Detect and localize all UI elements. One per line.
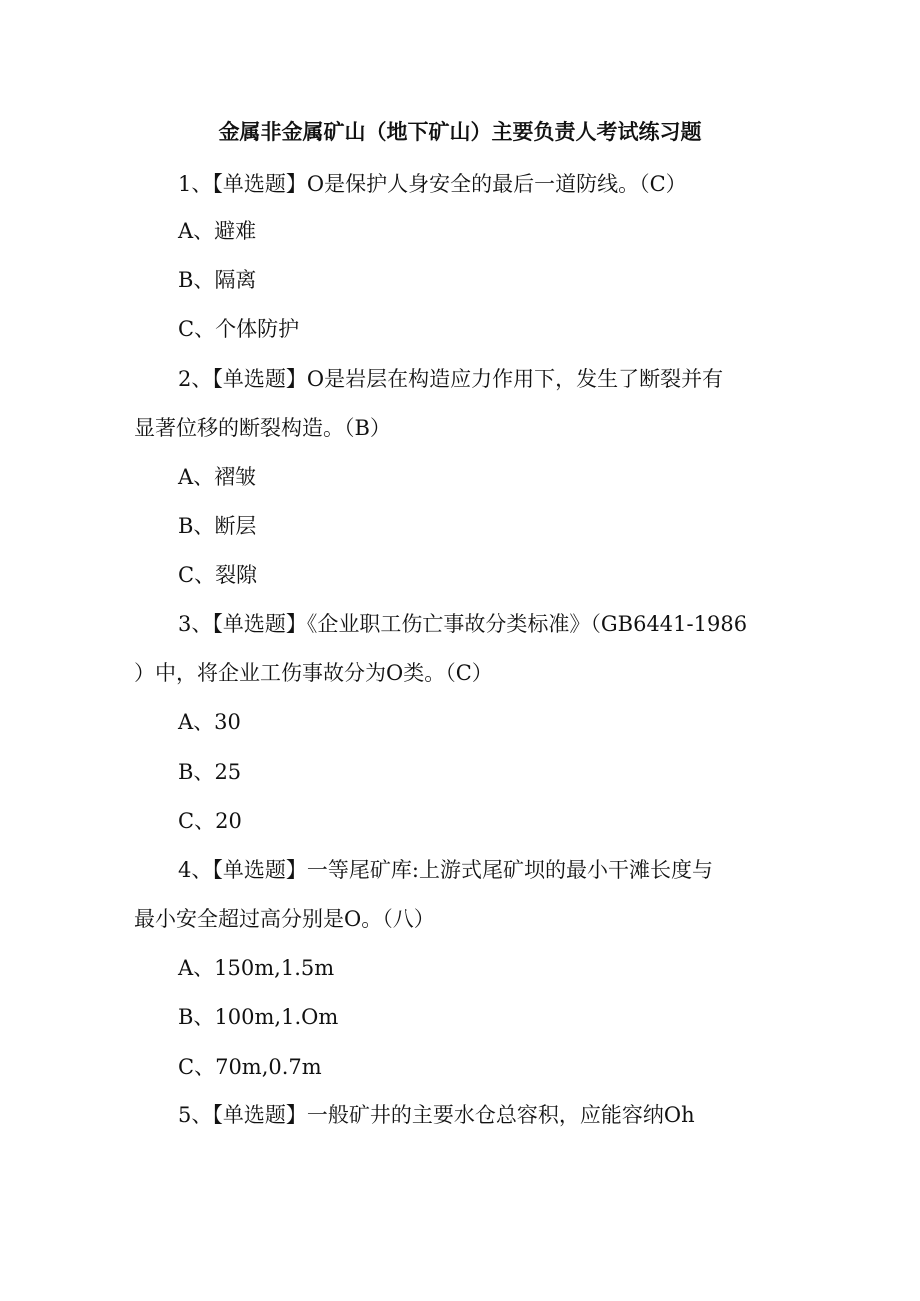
option-text: 避难 (214, 219, 257, 243)
question-text: 一般矿井的主要水仓总容积，应能容纳Oh (306, 1103, 695, 1127)
question-number: 3、 (178, 612, 213, 636)
document-title: 金属非金属矿山（地下矿山）主要负责人考试练习题 (218, 120, 702, 144)
question-3-stem-continued: ）中，将企业工伤事故分为O类。（C） (134, 661, 493, 685)
question-4-option-b (178, 1001, 338, 1033)
question-4-option-c (178, 1051, 322, 1083)
question-2-option-c (178, 559, 257, 591)
option-letter: B、 (178, 268, 215, 292)
option-text: 20 (215, 809, 242, 833)
option-letter: A、 (178, 956, 215, 980)
option-letter: B、 (178, 514, 215, 538)
question-number: 2、 (178, 367, 213, 391)
question-type: 【单选题】 (212, 1103, 307, 1127)
option-letter: A、 (178, 465, 215, 489)
option-text: 100m,1.Om (214, 1005, 339, 1029)
question-4-option-a (178, 952, 334, 984)
option-text: 25 (214, 760, 242, 784)
question-type: 【单选题】 (212, 172, 307, 196)
option-text: 150m,1.5m (214, 956, 335, 980)
question-1-option-a (178, 215, 256, 247)
question-type: 【单选题】 (212, 367, 307, 391)
question-4-stem-continued: 最小安全超过高分别是O。（八） (134, 907, 435, 931)
option-letter: C、 (178, 1055, 216, 1079)
option-text: 隔离 (214, 268, 257, 292)
question-2-option-a (178, 461, 256, 493)
question-3-option-c (178, 805, 242, 837)
question-2-stem-continued: 显著位移的断裂构造。（B） (134, 416, 391, 440)
option-text: 30 (214, 710, 241, 734)
question-2-stem (178, 363, 723, 395)
option-letter: C、 (178, 317, 216, 341)
option-text: 裂隙 (215, 563, 258, 587)
option-letter: B、 (178, 760, 215, 784)
question-5-stem (178, 1099, 695, 1131)
option-letter: A、 (178, 710, 215, 734)
option-letter: A、 (178, 219, 215, 243)
question-1-stem (178, 168, 687, 200)
question-type: 【单选题】 (212, 858, 307, 882)
question-3-stem (178, 608, 747, 640)
question-number: 1、 (178, 172, 213, 196)
question-1-option-b (178, 264, 256, 296)
question-3-option-b (178, 756, 241, 788)
question-3-option-a (178, 706, 241, 738)
question-1-option-c (178, 313, 299, 345)
option-letter: B、 (178, 1005, 215, 1029)
option-text: 断层 (214, 514, 257, 538)
question-4-stem (178, 854, 713, 886)
question-text: O是保护人身安全的最后一道防线。（C） (306, 172, 687, 196)
option-text: 褶皱 (214, 465, 257, 489)
option-text: 个体防护 (215, 317, 300, 341)
option-text: 70m,0.7m (215, 1055, 322, 1079)
option-letter: C、 (178, 809, 216, 833)
question-text: 《企业职工伤亡事故分类标准》（GB6441-1986 (306, 612, 748, 636)
question-text: 一等尾矿库:上游式尾矿坝的最小干滩长度与 (306, 858, 713, 882)
option-letter: C、 (178, 563, 216, 587)
question-type: 【单选题】 (212, 612, 307, 636)
question-number: 5、 (178, 1103, 213, 1127)
question-number: 4、 (178, 858, 213, 882)
question-2-option-b (178, 510, 256, 542)
question-text: O是岩层在构造应力作用下，发生了断裂并有 (306, 367, 724, 391)
